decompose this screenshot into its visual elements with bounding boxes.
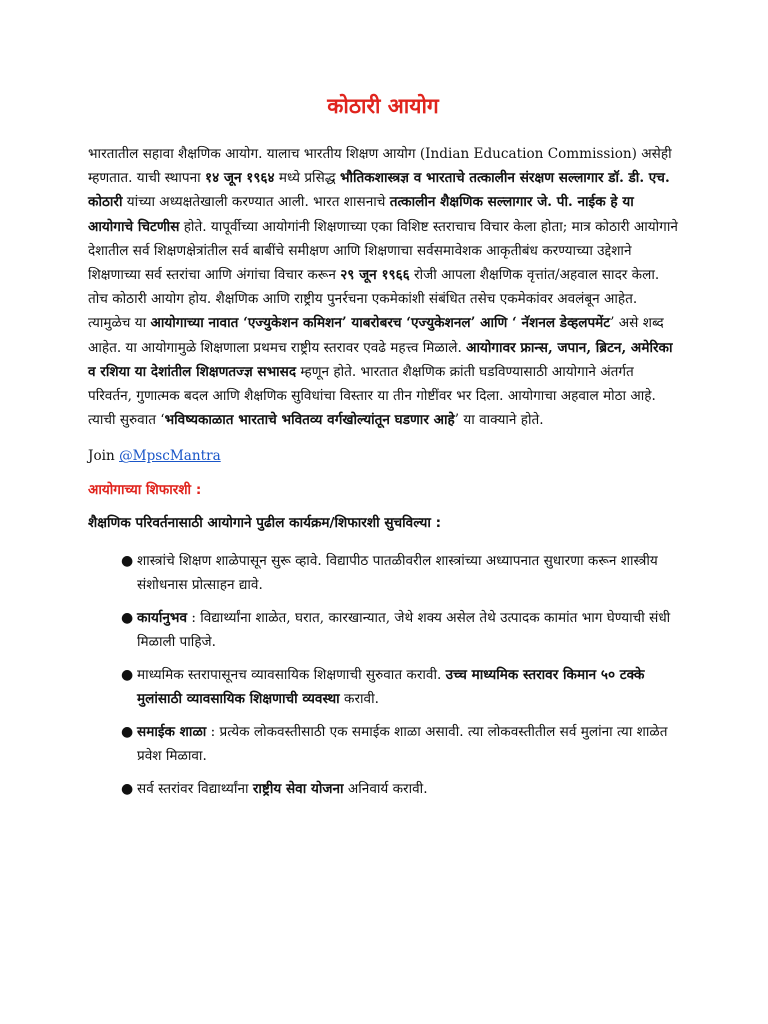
bold-text-run: समाईक शाळा (137, 724, 207, 741)
text-run: होते. यापूर्वीच्या आयोगांनी शिक्षणाच्या एका विशिष्ट स्तराचाच विचार केला होता; मात्र कोठारी आयोगाने देशातील सर्व शिक्षणक्षेत्रांतील सर्व बाबींचे समीक्षण आणि शिक्षणाचा सर्वसमावेशक आकृतीबंध करण्याच्या उद्देशाने शिक्षणाच्या सर्व स्तरांचा आणि अंगांचा विचार करून (88, 218, 678, 284)
recommendations-subheading: शैक्षणिक परिवर्तनासाठी आयोगाने पुढील कार्यक्रम/शिफारशी सुचविल्या : (88, 515, 442, 532)
bullet-icon: ● (121, 724, 134, 741)
text-run: सर्व स्तरांवर विद्यार्थ्यांना (137, 781, 253, 798)
text-run: ’ असे शब्द आहेत. या आयोगामुळे शिक्षणाला प्रथमच राष्ट्रीय स्तरावर एवढे महत्त्व मिळाले. (88, 315, 664, 356)
bold-text-run: १४ जून १९६४ (205, 170, 275, 187)
list-item (122, 606, 678, 654)
join-line (88, 444, 678, 468)
bold-text-run: कार्यानुभव (137, 610, 188, 627)
list-item (122, 549, 678, 597)
bold-text-run: तत्कालीन शैक्षणिक सल्लागार जे. पी. नाईक हे या आयोगाचे चिटणीस (88, 194, 634, 235)
text-run: म्हणून होते. भारतात शैक्षणिक क्रांती घडविण्यासाठी आयोगाने अंतर्गत परिवर्तन, गुणात्मक बदल आणि शैक्षणिक सुविधांचा विस्तार या तीन गोष्टींवर भर दिला. आयोगाचा अहवाल मोठा आहे. त्याची सुरुवात ‘ (88, 363, 656, 429)
intro-paragraph (88, 142, 678, 432)
bold-text-run: आयोगावर फ्रान्स, जपान, ब्रिटन, अमेरिका व रशिया या देशांतील शिक्षणतज्ज्ञ सभासद (88, 339, 673, 380)
list-item (122, 663, 678, 711)
text-run: रोजी आपला शैक्षणिक वृत्तांत/अहवाल सादर केला. तोच कोठारी आयोग होय. शैक्षणिक आणि राष्ट्रीय पुनर्रचना एकमेकांशी संबंधित तसेच एकमेकांवर अवलंबून आहेत. त्यामुळेच या (88, 267, 660, 332)
join-prefix: Join (88, 448, 120, 465)
document-title: कोठारी आयोग (327, 94, 439, 118)
text-run: भारतातील सहावा शैक्षणिक आयोग. यालाच भारतीय शिक्षण आयोग (Indian Education Commission) असेही म्हणतात. याची स्थापना (88, 146, 672, 187)
text-run: माध्यमिक स्तरापासूनच व्यावसायिक शिक्षणाची सुरुवात करावी. (137, 667, 446, 684)
bold-text-run: आयोगाच्या नावात ‘एज्युकेशन कमिशन’ याबरोबरच ‘एज्युकेशनल’ आणि ‘ नॅशनल डेव्हलपमेंट (150, 315, 611, 332)
text-run: मध्ये प्रसिद्ध (274, 170, 340, 187)
bold-text-run: भौतिकशास्त्रज्ञ व भारताचे तत्कालीन संरक्षण सल्लागार डॉ. डी. एच. कोठारी (88, 170, 670, 211)
bold-text-run: राष्ट्रीय सेवा योजना (252, 781, 344, 798)
bullet-icon: ● (121, 553, 134, 570)
text-run: शास्त्रांचे शिक्षण शाळेपासून सुरू व्हावे. विद्यापीठ पातळीवरील शास्त्रांच्या अध्यापनात सुधारणा करून शास्त्रीय संशोधनास प्रोत्साहन द्यावे. (137, 553, 658, 594)
list-item (122, 720, 678, 768)
bold-text-run: उच्च माध्यमिक स्तरावर किमान ५० टक्के मुलांसाठी व्यावसायिक शिक्षणाची व्यवस्था (137, 667, 645, 708)
bold-text-run: २९ जून १९६६ (340, 267, 410, 284)
bold-text-run: भविष्यकाळात भारताचे भवितव्य वर्गखोल्यांतून घडणार आहे (164, 412, 455, 429)
text-run: : प्रत्येक लोकवस्तीसाठी एक समाईक शाळा असावी. त्या लोकवस्तीतील सर्व मुलांना त्या शाळेत प्रवेश मिळावा. (137, 724, 668, 765)
text-run: : विद्यार्थ्यांना शाळेत, घरात, कारखान्यात, जेथे शक्य असेल तेथे उत्पादक कामांत भाग घेण्याची संधी मिळाली पाहिजे. (137, 610, 671, 651)
bullet-icon: ● (121, 781, 134, 798)
channel-link[interactable]: @MpscMantra (119, 448, 221, 465)
text-run: करावी. (339, 691, 379, 708)
text-run: ’ या वाक्याने होते. (454, 412, 544, 429)
recommendations-list (88, 549, 678, 801)
recommendations-heading: आयोगाच्या शिफारशी : (88, 482, 202, 499)
list-item (122, 777, 678, 801)
bullet-icon: ● (121, 610, 134, 627)
bullet-icon: ● (121, 667, 134, 684)
text-run: अनिवार्य करावी. (343, 781, 428, 798)
text-run: यांच्या अध्यक्षतेखाली करण्यात आली. भारत शासनाचे (122, 194, 390, 211)
